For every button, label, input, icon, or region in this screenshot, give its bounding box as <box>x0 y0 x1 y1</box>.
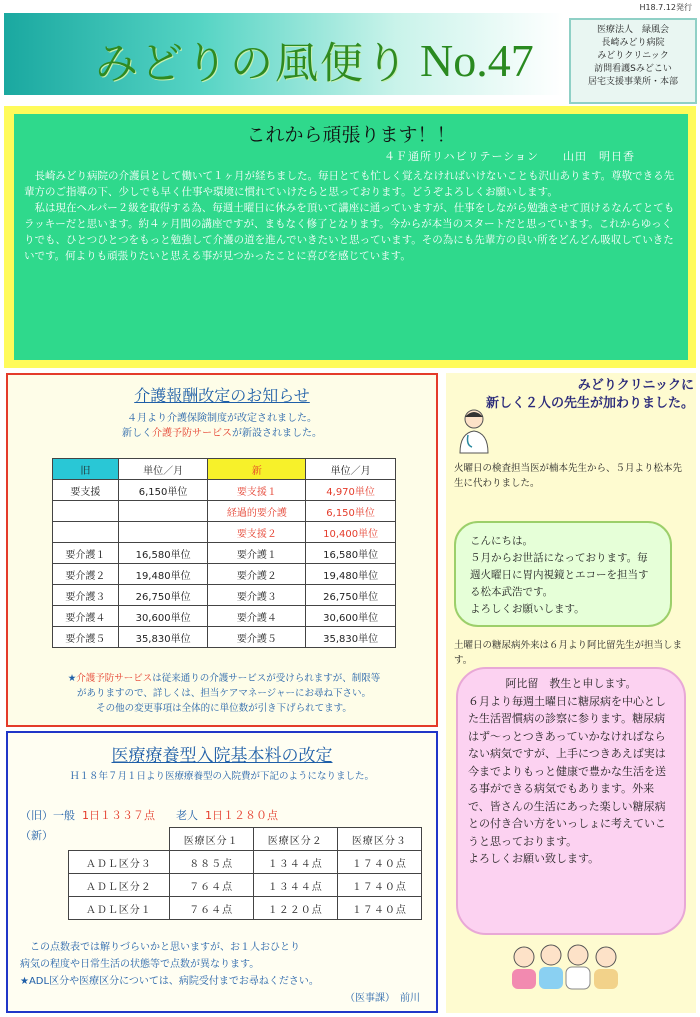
issue-date: H18.7.12発行 <box>639 3 692 12</box>
note-line <box>14 671 434 686</box>
feature-article <box>14 114 688 360</box>
table-cell: 35,830単位 <box>306 627 396 648</box>
table-cell: 経過的要介護 <box>208 501 306 522</box>
table-cell: 16,580単位 <box>306 543 396 564</box>
note-line: その他の変更事項は全体的に単位数が引き下げられてます。 <box>96 703 352 714</box>
table-cell: 4,970単位 <box>306 480 396 501</box>
note-line: がありますので、詳しくは、担当ケアマネージャーにお尋ね下さい。 <box>77 688 371 699</box>
table-cell: １７４０点 <box>337 874 421 897</box>
bubble-line: よろしくお願いします。 <box>470 603 585 615</box>
care-fee-title: 介護報酬改定のお知らせ <box>134 386 310 405</box>
table-cell: 26,750単位 <box>306 585 396 606</box>
table-cell <box>118 501 208 522</box>
table-cell: 要支援 <box>53 480 119 501</box>
table-cell: ＡＤＬ区分３ <box>69 851 170 874</box>
care-fee-table <box>52 458 396 648</box>
table-cell: 要介護２ <box>53 564 119 585</box>
org-line: 居宅支援事業所・本部 <box>587 77 678 87</box>
care-fee-intro <box>8 411 436 441</box>
greeting-bubble <box>454 521 672 627</box>
clinic-title-line: 新しく２人の先生が加わりました。 <box>485 396 694 411</box>
inpatient-fee-note <box>20 939 430 1007</box>
table-cell: ７６４点 <box>169 874 253 897</box>
table-cell: １７４０点 <box>337 897 421 920</box>
bubble-line: ５月からお世話になっております。毎週火曜日に胃内視鏡とエコーを担当する松本武浩です。 <box>470 552 649 598</box>
bubble-line: こんにちは。 <box>470 535 533 547</box>
signature: （医事課） 前川 <box>345 993 420 1004</box>
table-row <box>53 522 396 543</box>
col-header: 医療区分３ <box>337 828 421 851</box>
care-fee-intro-line <box>8 426 436 441</box>
table-row <box>53 627 396 648</box>
doctor-icon <box>454 405 494 455</box>
table-cell <box>69 828 170 851</box>
inpatient-fee-notice <box>6 731 438 1013</box>
table-cell: 35,830単位 <box>118 627 208 648</box>
old-general-fee: 1日１３３７点 <box>82 809 155 822</box>
table-cell <box>53 522 119 543</box>
col-header-old: 旧 <box>53 459 119 480</box>
bubble-line: 阿比留 教生と申します。 <box>505 677 637 690</box>
inpatient-fee-subtitle: Ｈ１８年７月１日より医療療養型の入院費が下記のようになりました。 <box>69 771 374 782</box>
new-label: （新） <box>20 829 53 842</box>
elder-label: 老人 <box>175 809 198 822</box>
clinic-news <box>446 373 696 1013</box>
note-line: この点数表では解りづらいかと思いますが、お１人おひとり <box>30 942 300 953</box>
table-cell: １２２０点 <box>253 897 337 920</box>
col-header: 医療区分１ <box>169 828 253 851</box>
table-cell: 要介護１ <box>208 543 306 564</box>
table-cell: 19,480単位 <box>118 564 208 585</box>
table-cell: ＡＤＬ区分２ <box>69 874 170 897</box>
table-cell: 要介護５ <box>208 627 306 648</box>
intro-text: 新しく <box>122 428 152 439</box>
table-header-row <box>69 828 422 851</box>
org-line: みどりクリニック <box>597 51 669 61</box>
table-cell: 要介護１ <box>53 543 119 564</box>
table-cell: 26,750単位 <box>118 585 208 606</box>
table-cell: 6,150単位 <box>306 501 396 522</box>
greeting-bubble <box>456 667 686 935</box>
note-highlight: 介護予防サービス <box>76 673 153 684</box>
feature-paragraph: 長崎みどり病院の介護員として働いて１ヶ月が経ちました。毎日とても忙しく覚えなければいけないことも沢山あります。尊敬できる先輩方のご指導の下、少しでも早く仕事や環境に慣れていけたらと思っております。どうぞよろしくお願いします。 <box>24 170 675 198</box>
bubble-line: よろしくお願い致します。 <box>468 852 600 865</box>
table-cell: 要介護３ <box>208 585 306 606</box>
table-row <box>53 606 396 627</box>
feature-paragraph: 私は現在ヘルパー２級を取得する為、毎週土曜日に休みを頂いて講座に通っていますが、仕事をしながら勉強させて頂けるなんてとてもラッキーだと思います。約４ヶ月間の講座ですが、まもなく修了となります。今からが本当のスタートだと思っています。これからゆっくりでも、ひとつひとつをもっと勉強して介護の道を進んでいきたいと思っています。その為にも先輩方の良い所をどんどん吸収していきたいです。何よりも頑張りたいと思える事が見つかったことに喜びを感じています。 <box>24 202 675 262</box>
table-row <box>53 564 396 585</box>
table-cell: 30,600単位 <box>118 606 208 627</box>
table-row <box>53 585 396 606</box>
feature-body <box>24 168 678 264</box>
table-cell <box>53 501 119 522</box>
table-cell: １３４４点 <box>253 874 337 897</box>
table-header-row <box>53 459 396 480</box>
table-cell: 6,150単位 <box>118 480 208 501</box>
old-fee-line <box>20 807 278 823</box>
table-cell: 要介護３ <box>53 585 119 606</box>
org-line: 長崎みどり病院 <box>601 38 665 48</box>
table-cell <box>118 522 208 543</box>
table-cell: ７６４点 <box>169 897 253 920</box>
old-label: （旧）一般 <box>20 809 75 822</box>
clinic-paragraph: 火曜日の検査担当医が楠本先生から、５月より松本先生に代わりました。 <box>454 463 683 489</box>
table-cell: 10,400単位 <box>306 522 396 543</box>
table-cell: １７４０点 <box>337 851 421 874</box>
care-fee-note <box>14 671 434 716</box>
table-row <box>69 897 422 920</box>
organization-box <box>569 18 697 104</box>
star-mark: ★ <box>67 673 77 684</box>
org-line: 医療法人 緑風会 <box>596 25 669 35</box>
inpatient-fee-table <box>68 827 422 920</box>
table-cell: １３４４点 <box>253 851 337 874</box>
staff-group-illustration <box>506 939 626 991</box>
table-cell: 19,480単位 <box>306 564 396 585</box>
col-header-units: 単位／月 <box>306 459 396 480</box>
inpatient-fee-title: 医療療養型入院基本料の改定 <box>111 746 333 766</box>
table-cell: 30,600単位 <box>306 606 396 627</box>
col-header-units: 単位／月 <box>118 459 208 480</box>
table-row <box>69 851 422 874</box>
newsletter-title: みどりの風便り <box>95 39 410 89</box>
table-row <box>53 480 396 501</box>
note-text: は従来通りの介護サービスが受けられますが、制限等 <box>152 673 381 684</box>
org-line: 訪問看護Sみどこい <box>594 64 672 74</box>
table-cell: ＡＤＬ区分１ <box>69 897 170 920</box>
clinic-title-line: みどりクリニックに <box>577 378 694 393</box>
note-line: ★ADL区分や医療区分については、病院受付までお尋ねください。 <box>20 976 319 987</box>
table-cell: 要介護５ <box>53 627 119 648</box>
col-header: 医療区分２ <box>253 828 337 851</box>
feature-author: ４Ｆ通所リハビリテーション 山田 明日香 <box>384 150 636 163</box>
intro-text: が新設されました。 <box>232 428 322 439</box>
table-cell: 要介護４ <box>208 606 306 627</box>
table-cell: 要支援２ <box>208 522 306 543</box>
clinic-paragraph: 土曜日の糖尿病外来は６月より阿比留先生が担当します。 <box>454 640 683 666</box>
feature-title: これから頑張ります！！ <box>246 124 456 146</box>
table-cell: 要介護４ <box>53 606 119 627</box>
intro-highlight: 介護予防サービス <box>152 428 232 439</box>
table-cell: ８８５点 <box>169 851 253 874</box>
table-row <box>53 543 396 564</box>
care-fee-intro-line: ４月より介護保険制度が改定されました。 <box>127 413 317 424</box>
care-fee-notice <box>6 373 438 727</box>
note-line: 病気の程度や日常生活の状態等で点数が異なります。 <box>20 959 260 970</box>
table-cell: 16,580単位 <box>118 543 208 564</box>
table-row <box>69 874 422 897</box>
bubble-line: ６月より毎週土曜日に糖尿病を中心とした生活習慣病の診察に参ります。糖尿病はず～っとつきあっていかなければならない病気ですが、上手につきあえば実は今までよりもっと健康で豊かな生活を送る事ができる病気でもあります。外来で、皆さんの生活にあった楽しい糖尿病との付き合い方をいっしょに考えていこうと思っております。 <box>468 694 666 848</box>
table-cell: 要支援１ <box>208 480 306 501</box>
table-cell: 要介護２ <box>208 564 306 585</box>
col-header-new: 新 <box>208 459 306 480</box>
issue-number: No.47 <box>420 35 534 86</box>
old-elder-fee: 1日１２８０点 <box>204 809 278 822</box>
table-row <box>53 501 396 522</box>
